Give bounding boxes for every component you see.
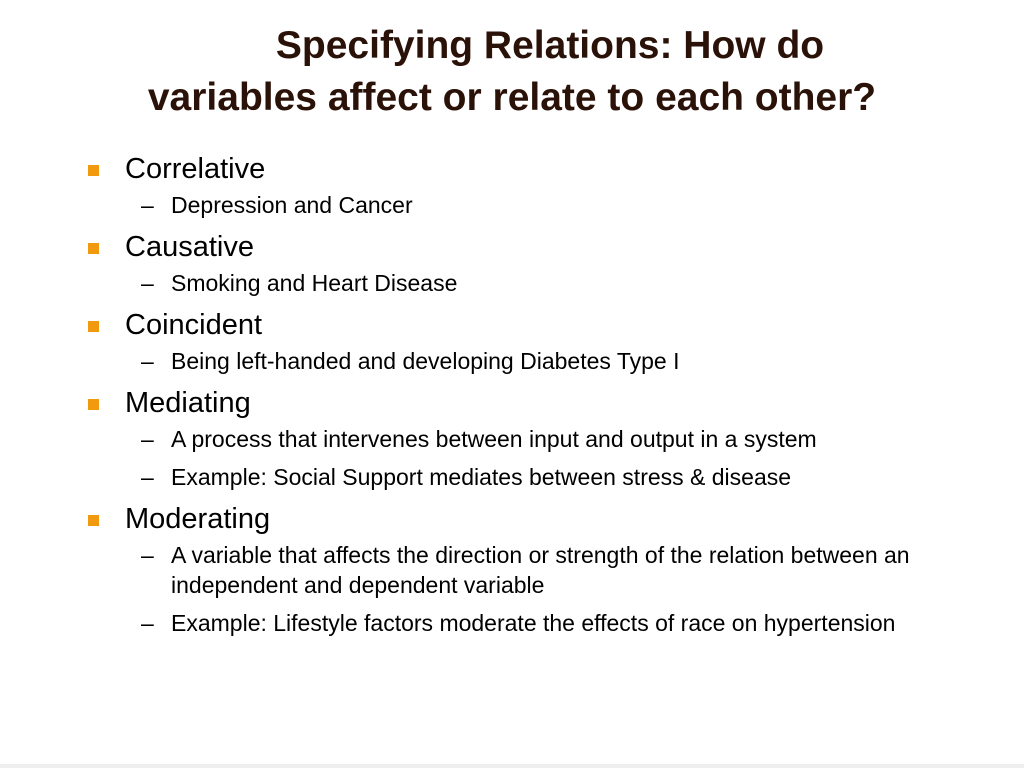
sub-item [141, 268, 988, 298]
dash-icon: – [141, 464, 154, 490]
sub-item [141, 424, 988, 454]
square-bullet-icon [88, 321, 99, 332]
footer-divider [0, 764, 1024, 768]
list-item-moderating [88, 500, 988, 638]
list-item-correlative [88, 150, 988, 220]
sub-item-text: Being left-handed and developing Diabetes Type I [171, 348, 680, 374]
dash-icon: – [141, 542, 154, 568]
bullet-label: Coincident [125, 309, 263, 341]
sub-item-text: A process that intervenes between input and output in a system [171, 426, 817, 452]
sub-item-text: Smoking and Heart Disease [171, 270, 458, 296]
dash-icon: – [141, 192, 154, 218]
square-bullet-icon [88, 165, 99, 176]
dash-icon: – [141, 426, 154, 452]
bullet-label: Mediating [125, 387, 251, 419]
sub-item-text: Depression and Cancer [171, 192, 413, 218]
bullet-label: Correlative [125, 153, 266, 185]
list-item-mediating [88, 384, 988, 492]
slide-title [0, 20, 1024, 124]
sub-item [141, 608, 988, 638]
sub-item-text: Example: Lifestyle factors moderate the effects of race on hypertension [171, 610, 896, 636]
sub-item-text: A variable that affects the direction or strength of the relation between an independent and dependent variable [171, 542, 910, 598]
bullet-list [88, 150, 988, 646]
sub-item-text: Example: Social Support mediates between stress & disease [171, 464, 792, 490]
sub-item [141, 190, 988, 220]
square-bullet-icon [88, 515, 99, 526]
sub-item [141, 540, 988, 600]
dash-icon: – [141, 348, 154, 374]
dash-icon: – [141, 610, 154, 636]
sub-item [141, 462, 988, 492]
square-bullet-icon [88, 243, 99, 254]
dash-icon: – [141, 270, 154, 296]
square-bullet-icon [88, 399, 99, 410]
list-item-causative [88, 228, 988, 298]
sub-item [141, 346, 988, 376]
bullet-label: Causative [125, 231, 254, 263]
bullet-label: Moderating [125, 503, 271, 535]
title-line-1: Specifying Relations: How do [275, 24, 825, 67]
title-line-2: variables affect or relate to each other? [147, 76, 877, 119]
list-item-coincident [88, 306, 988, 376]
